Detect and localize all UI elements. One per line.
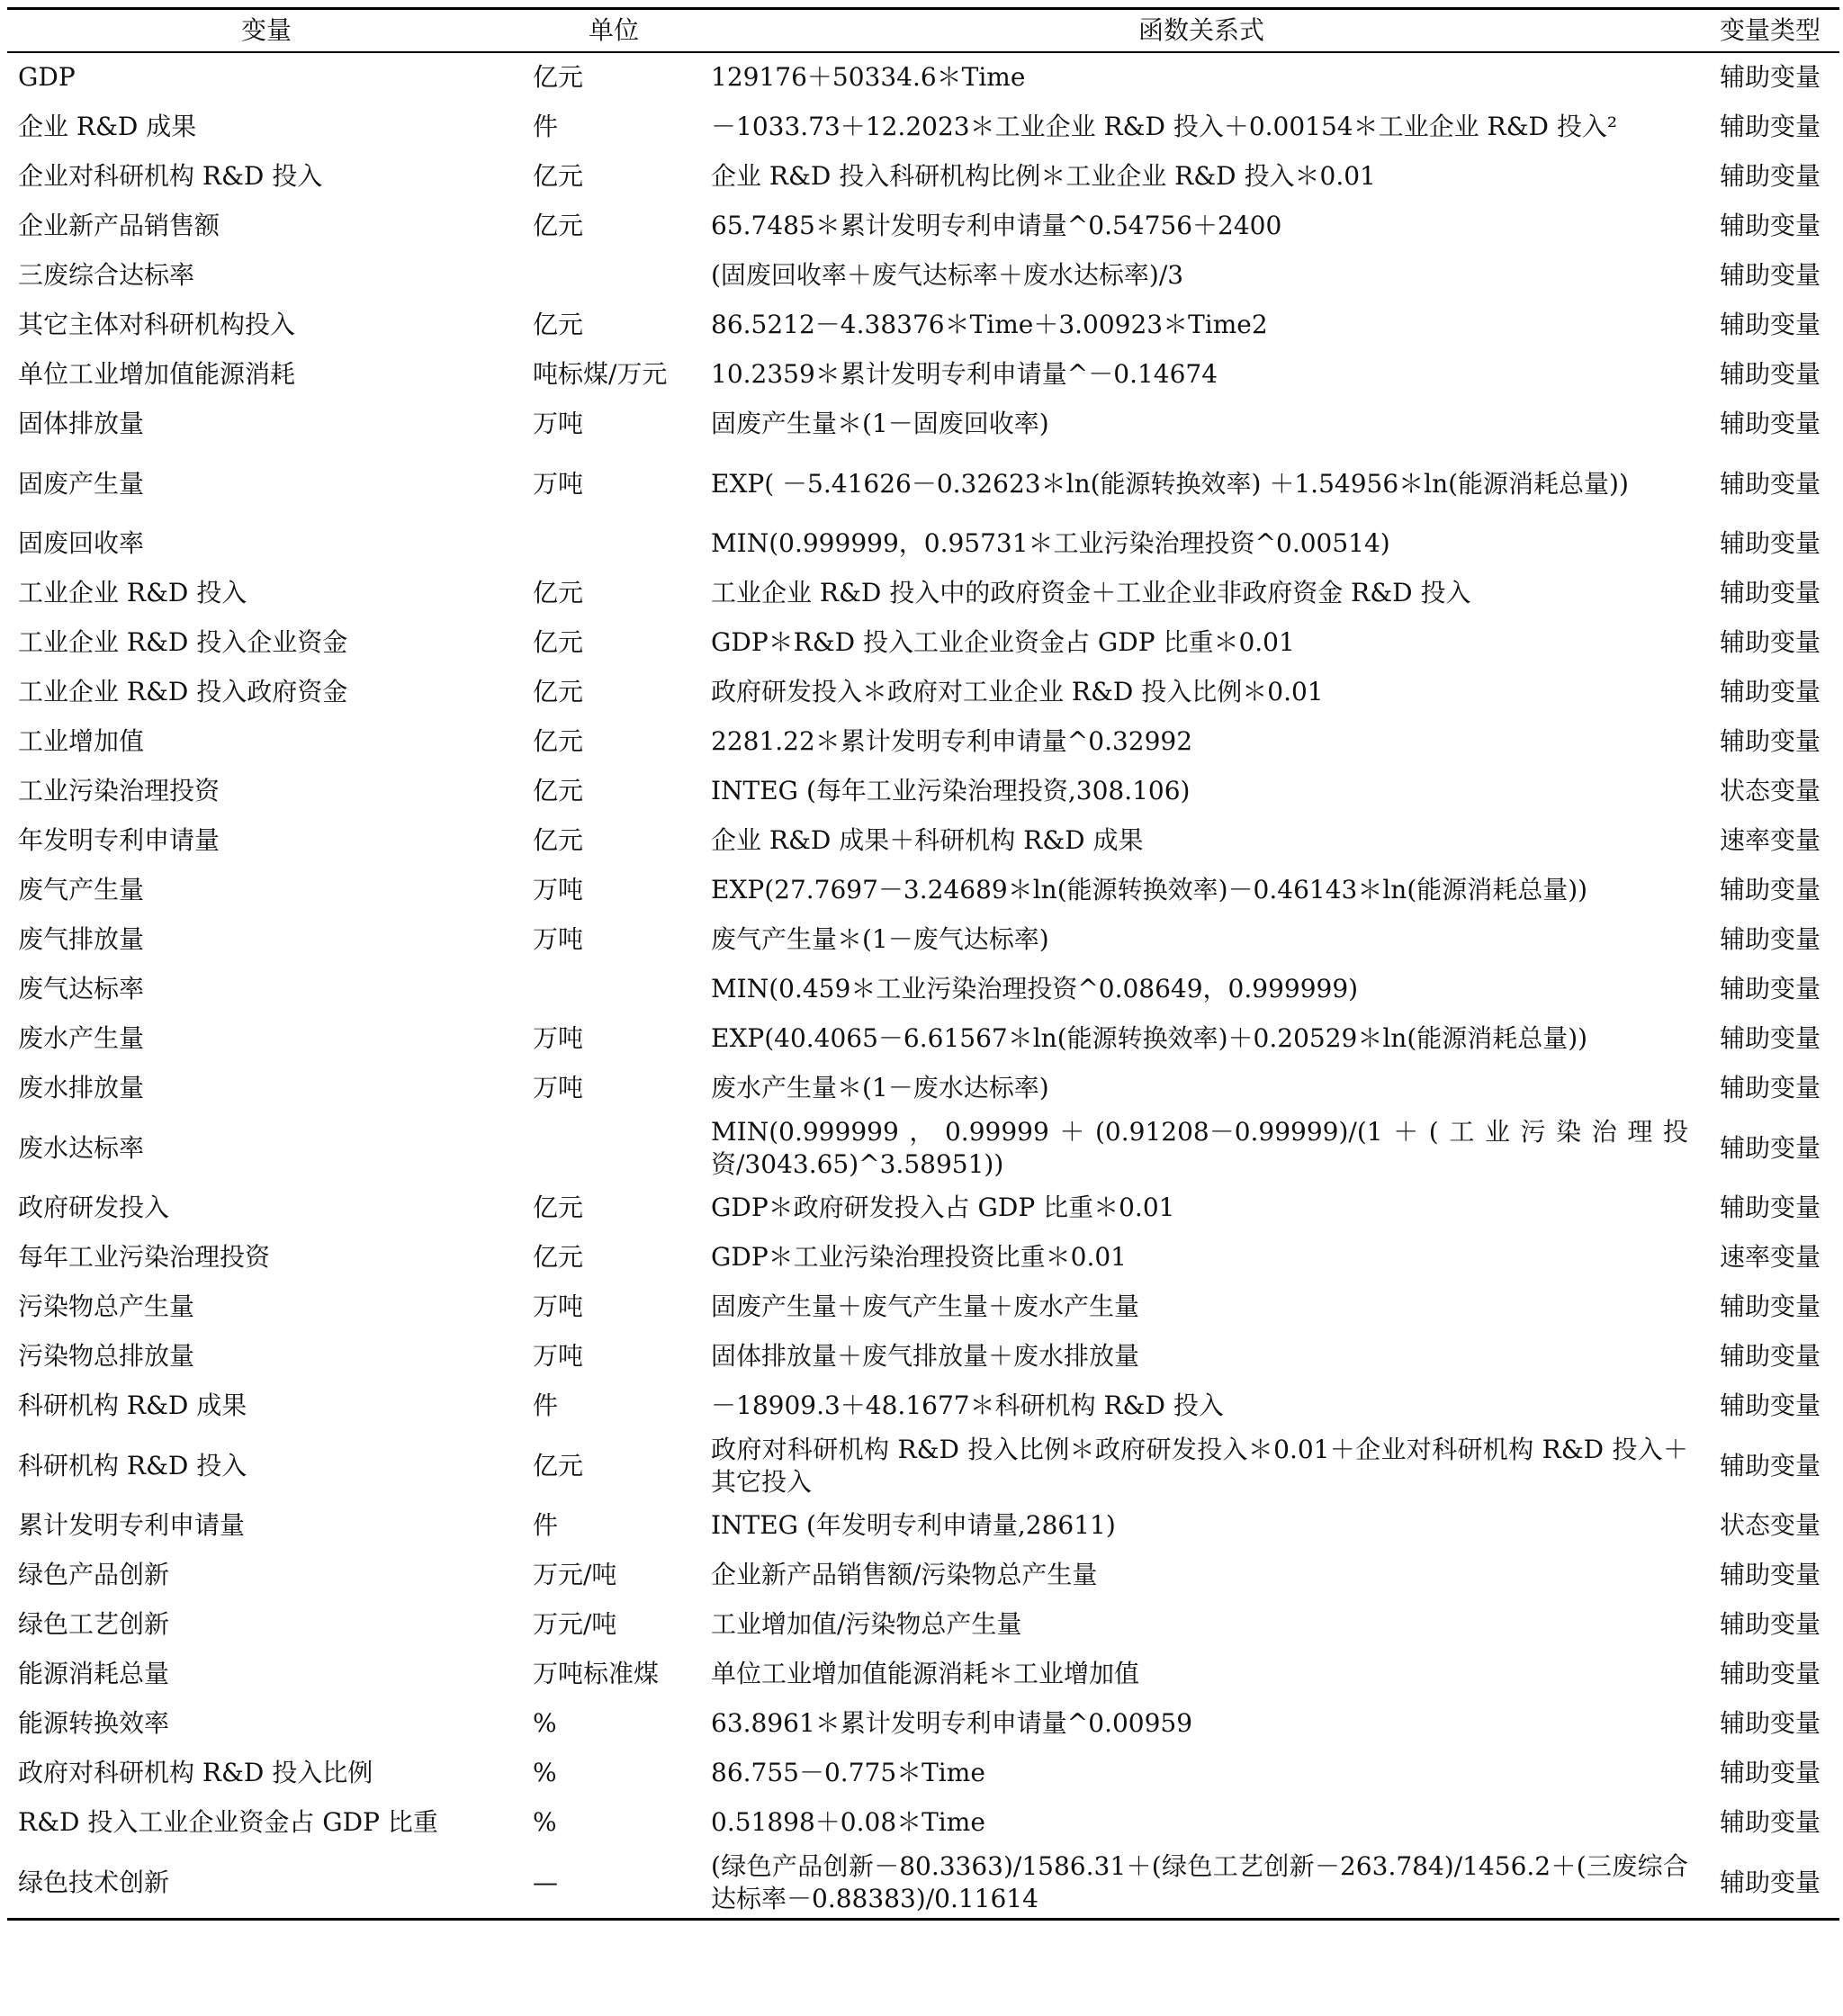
- cell-variable: 政府研发投入: [18, 1192, 170, 1223]
- table-row: [7, 1501, 1839, 1551]
- cell-unit: [526, 965, 702, 1014]
- cell-type: 辅助变量: [1719, 1807, 1821, 1838]
- cell-unit: [526, 1113, 702, 1184]
- cell-function: GDP＊工业污染治理投资比重＊0.01: [711, 1242, 1128, 1273]
- cell-function: MIN(0.999999，0.99999＋(0.91208－0.99999)/(1＋(工业污染治理投资/3043.65)^3.58951)): [711, 1116, 1688, 1179]
- cell-variable: 其它主体对科研机构投入: [18, 310, 296, 340]
- cell-variable: 工业增加值: [18, 726, 145, 757]
- cell-function: 工业增加值/污染物总产生量: [711, 1609, 1022, 1640]
- header-row: [7, 9, 1839, 53]
- header-variable: 变量: [240, 14, 292, 45]
- cell-unit: 亿元: [533, 1192, 584, 1223]
- table-row: [7, 1113, 1839, 1184]
- table-body: [7, 52, 1839, 1920]
- cell-type: 辅助变量: [1719, 1867, 1821, 1897]
- cell-unit: %: [533, 1758, 557, 1788]
- cell-unit: —: [533, 1867, 558, 1897]
- cell-function: 废水产生量＊(1－废水达标率): [711, 1073, 1049, 1103]
- cell-unit: 万吨: [533, 1292, 584, 1322]
- cell-variable: 科研机构 R&D 成果: [18, 1390, 247, 1421]
- table-row: [7, 400, 1839, 449]
- cell-type: 速率变量: [1719, 1242, 1821, 1273]
- cell-unit: 亿元: [533, 627, 584, 658]
- table-row: [7, 1798, 1839, 1848]
- cell-function: MIN(0.459＊工业污染治理投资^0.08649，0.999999): [711, 974, 1359, 1004]
- table-row: [7, 301, 1839, 350]
- cell-variable: 企业 R&D 成果: [18, 112, 197, 142]
- table-row: [7, 569, 1839, 618]
- cell-function: 废气产生量＊(1－废气达标率): [711, 924, 1049, 955]
- table-row: [7, 519, 1839, 569]
- table-row: [7, 103, 1839, 152]
- cell-unit: 吨标煤/万元: [533, 359, 668, 390]
- cell-type: 辅助变量: [1719, 1292, 1821, 1322]
- cell-unit: 亿元: [533, 1242, 584, 1273]
- cell-unit: 亿元: [533, 726, 584, 757]
- cell-type: 辅助变量: [1719, 726, 1821, 757]
- cell-type: 辅助变量: [1719, 161, 1821, 192]
- cell-function: EXP(40.4065－6.61567＊ln(能源转换效率)＋0.20529＊ln(能源消耗总量)): [711, 1023, 1588, 1054]
- cell-variable: 科研机构 R&D 投入: [18, 1450, 247, 1480]
- cell-variable: 每年工业污染治理投资: [18, 1242, 271, 1273]
- cell-variable: 固废产生量: [18, 468, 145, 499]
- cell-unit: 件: [533, 112, 559, 142]
- variables-table: [7, 7, 1839, 1921]
- cell-type: 辅助变量: [1719, 528, 1821, 559]
- cell-variable: 单位工业增加值能源消耗: [18, 359, 296, 390]
- cell-unit: 万元/吨: [533, 1560, 617, 1590]
- cell-variable: R&D 投入工业企业资金占 GDP 比重: [18, 1807, 438, 1838]
- table-row: [7, 1699, 1839, 1749]
- cell-unit: 万吨: [533, 1073, 584, 1103]
- cell-type: 辅助变量: [1719, 578, 1821, 608]
- cell-type: 辅助变量: [1719, 1192, 1821, 1223]
- table-row: [7, 1332, 1839, 1382]
- cell-function: 固废产生量＊(1－固废回收率): [711, 409, 1049, 439]
- cell-type: 辅助变量: [1719, 875, 1821, 905]
- table-row: [7, 618, 1839, 668]
- cell-function: 企业 R&D 投入科研机构比例＊工业企业 R&D 投入＊0.01: [711, 161, 1376, 192]
- header-unit: 单位: [588, 14, 639, 45]
- cell-unit: 万元/吨: [533, 1609, 617, 1640]
- cell-variable: 废气产生量: [18, 875, 145, 905]
- cell-type: 辅助变量: [1719, 1708, 1821, 1739]
- cell-unit: 亿元: [533, 578, 584, 608]
- cell-type: 辅助变量: [1719, 627, 1821, 658]
- cell-function: GDP＊R&D 投入工业企业资金占 GDP 比重＊0.01: [711, 627, 1295, 658]
- cell-variable: 工业企业 R&D 投入: [18, 578, 247, 608]
- cell-type: 辅助变量: [1719, 1758, 1821, 1788]
- cell-type: 辅助变量: [1719, 211, 1821, 241]
- cell-variable: 绿色技术创新: [18, 1867, 170, 1897]
- cell-type: 辅助变量: [1719, 1390, 1821, 1421]
- cell-variable: 固废回收率: [18, 528, 145, 559]
- table-row: [7, 1233, 1839, 1282]
- table-row: [7, 767, 1839, 816]
- cell-unit: %: [533, 1807, 557, 1838]
- cell-type: 辅助变量: [1719, 1073, 1821, 1103]
- table-row: [7, 1382, 1839, 1431]
- table-row: [7, 1184, 1839, 1233]
- cell-unit: 万吨: [533, 1023, 584, 1054]
- cell-function: (绿色产品创新－80.3363)/1586.31＋(绿色工艺创新－263.784)/1456.2＋(三废综合达标率－0.88383)/0.11614: [711, 1850, 1688, 1913]
- cell-variable: 固体排放量: [18, 409, 145, 439]
- table-row: [7, 1749, 1839, 1798]
- table-row: [7, 965, 1839, 1014]
- cell-unit: 亿元: [533, 1450, 584, 1480]
- table-row: [7, 1600, 1839, 1650]
- cell-type: 辅助变量: [1719, 1609, 1821, 1640]
- cell-unit: 亿元: [533, 776, 584, 806]
- cell-variable: 企业对科研机构 R&D 投入: [18, 161, 323, 192]
- cell-function: 政府对科研机构 R&D 投入比例＊政府研发投入＊0.01＋企业对科研机构 R&D 投入＋其它投入: [711, 1434, 1688, 1497]
- cell-variable: 能源转换效率: [18, 1708, 170, 1739]
- cell-function: EXP(27.7697－3.24689＊ln(能源转换效率)－0.46143＊ln(能源消耗总量)): [711, 875, 1588, 905]
- cell-unit: 万吨: [533, 924, 584, 955]
- cell-unit: 件: [533, 1390, 559, 1421]
- cell-unit: 万吨: [533, 875, 584, 905]
- table-row: [7, 449, 1839, 519]
- cell-type: 辅助变量: [1719, 1560, 1821, 1590]
- cell-variable: 废气排放量: [18, 924, 145, 955]
- cell-function: EXP( －5.41626－0.32623＊ln(能源转换效率) ＋1.54956＊ln(能源消耗总量)): [711, 468, 1629, 499]
- cell-type: 辅助变量: [1719, 260, 1821, 291]
- cell-function: 86.755－0.775＊Time: [711, 1758, 985, 1788]
- cell-type: 辅助变量: [1719, 112, 1821, 142]
- cell-type: 辅助变量: [1719, 924, 1821, 955]
- cell-function: 10.2359＊累计发明专利申请量^－0.14674: [711, 359, 1218, 390]
- cell-type: 辅助变量: [1719, 1132, 1821, 1163]
- cell-variable: 工业污染治理投资: [18, 776, 220, 806]
- table-row: [7, 152, 1839, 202]
- cell-function: 企业 R&D 成果＋科研机构 R&D 成果: [711, 825, 1144, 856]
- cell-type: 辅助变量: [1719, 677, 1821, 707]
- cell-variable: GDP: [18, 62, 76, 93]
- table-row: [7, 668, 1839, 717]
- cell-type: 辅助变量: [1719, 974, 1821, 1004]
- cell-function: 政府研发投入＊政府对工业企业 R&D 投入比例＊0.01: [711, 677, 1324, 707]
- cell-type: 辅助变量: [1719, 1659, 1821, 1689]
- cell-function: 0.51898＋0.08＊Time: [711, 1807, 985, 1838]
- cell-function: 单位工业增加值能源消耗＊工业增加值: [711, 1659, 1140, 1689]
- cell-function: 129176＋50334.6＊Time: [711, 62, 1026, 93]
- cell-variable: 企业新产品销售额: [18, 211, 220, 241]
- cell-variable: 污染物总产生量: [18, 1292, 195, 1322]
- cell-type: 状态变量: [1719, 776, 1821, 806]
- cell-variable: 年发明专利申请量: [18, 825, 220, 856]
- cell-type: 辅助变量: [1719, 409, 1821, 439]
- cell-unit: 亿元: [533, 310, 584, 340]
- cell-function: 63.8961＊累计发明专利申请量^0.00959: [711, 1708, 1193, 1739]
- cell-function: －18909.3＋48.1677＊科研机构 R&D 投入: [711, 1390, 1224, 1421]
- cell-variable: 政府对科研机构 R&D 投入比例: [18, 1758, 373, 1788]
- cell-unit: 亿元: [533, 825, 584, 856]
- cell-function: MIN(0.999999，0.95731＊工业污染治理投资^0.00514): [711, 528, 1390, 559]
- cell-variable: 能源消耗总量: [18, 1659, 170, 1689]
- cell-unit: 万吨标准煤: [533, 1659, 660, 1689]
- cell-unit: 亿元: [533, 677, 584, 707]
- cell-variable: 绿色工艺创新: [18, 1609, 170, 1640]
- cell-variable: 废水达标率: [18, 1132, 145, 1163]
- cell-variable: 污染物总排放量: [18, 1341, 195, 1372]
- table-row: [7, 202, 1839, 251]
- cell-type: 状态变量: [1719, 1510, 1821, 1541]
- cell-variable: 废水排放量: [18, 1073, 145, 1103]
- cell-variable: 废气达标率: [18, 974, 145, 1004]
- table-row: [7, 1650, 1839, 1699]
- cell-unit: %: [533, 1708, 557, 1739]
- cell-function: 企业新产品销售额/污染物总产生量: [711, 1560, 1098, 1590]
- cell-unit: 件: [533, 1510, 559, 1541]
- cell-unit: [526, 251, 702, 301]
- cell-variable: 废水产生量: [18, 1023, 145, 1054]
- cell-function: 86.5212－4.38376＊Time＋3.00923＊Time2: [711, 310, 1268, 340]
- cell-function: 65.7485＊累计发明专利申请量^0.54756＋2400: [711, 211, 1282, 241]
- cell-variable: 工业企业 R&D 投入企业资金: [18, 627, 348, 658]
- cell-type: 辅助变量: [1719, 359, 1821, 390]
- table-row: [7, 1064, 1839, 1113]
- cell-unit: 万吨: [533, 409, 584, 439]
- cell-unit: 亿元: [533, 161, 584, 192]
- cell-function: 固废产生量＋废气产生量＋废水产生量: [711, 1292, 1140, 1322]
- table-row: [7, 52, 1839, 103]
- table-row: [7, 1551, 1839, 1600]
- cell-variable: 工业企业 R&D 投入政府资金: [18, 677, 348, 707]
- cell-unit: [526, 519, 702, 569]
- cell-function: 固体排放量＋废气排放量＋废水排放量: [711, 1341, 1140, 1372]
- cell-unit: 万吨: [533, 1341, 584, 1372]
- cell-variable: 绿色产品创新: [18, 1560, 170, 1590]
- cell-function: (固废回收率＋废气达标率＋废水达标率)/3: [711, 260, 1184, 291]
- cell-function: GDP＊政府研发投入占 GDP 比重＊0.01: [711, 1192, 1175, 1223]
- cell-variable: 三废综合达标率: [18, 260, 195, 291]
- table-row: [7, 915, 1839, 965]
- cell-type: 辅助变量: [1719, 468, 1821, 499]
- cell-function: 工业企业 R&D 投入中的政府资金＋工业企业非政府资金 R&D 投入: [711, 578, 1471, 608]
- cell-type: 辅助变量: [1719, 62, 1821, 93]
- table-row: [7, 717, 1839, 767]
- cell-type: 速率变量: [1719, 825, 1821, 856]
- cell-variable: 累计发明专利申请量: [18, 1510, 246, 1541]
- cell-function: 2281.22＊累计发明专利申请量^0.32992: [711, 726, 1193, 757]
- table-row: [7, 1014, 1839, 1064]
- table-row: [7, 1431, 1839, 1501]
- cell-type: 辅助变量: [1719, 1341, 1821, 1372]
- table-row: [7, 816, 1839, 866]
- table-row: [7, 251, 1839, 301]
- cell-type: 辅助变量: [1719, 1450, 1821, 1480]
- cell-type: 辅助变量: [1719, 1023, 1821, 1054]
- header-type: 变量类型: [1719, 14, 1821, 45]
- cell-unit: 万吨: [533, 468, 584, 499]
- cell-type: 辅助变量: [1719, 310, 1821, 340]
- cell-unit: 亿元: [533, 211, 584, 241]
- cell-function: －1033.73＋12.2023＊工业企业 R&D 投入＋0.00154＊工业企业 R&D 投入²: [711, 112, 1618, 142]
- header-function: 函数关系式: [1137, 14, 1264, 45]
- table-row: [7, 1282, 1839, 1332]
- table-row: [7, 1848, 1839, 1920]
- table-row: [7, 866, 1839, 915]
- table-row: [7, 350, 1839, 400]
- cell-function: INTEG (每年工业污染治理投资,308.106): [711, 776, 1191, 806]
- cell-unit: 亿元: [533, 62, 584, 93]
- cell-function: INTEG (年发明专利申请量,28611): [711, 1510, 1116, 1541]
- table-header: [7, 9, 1839, 53]
